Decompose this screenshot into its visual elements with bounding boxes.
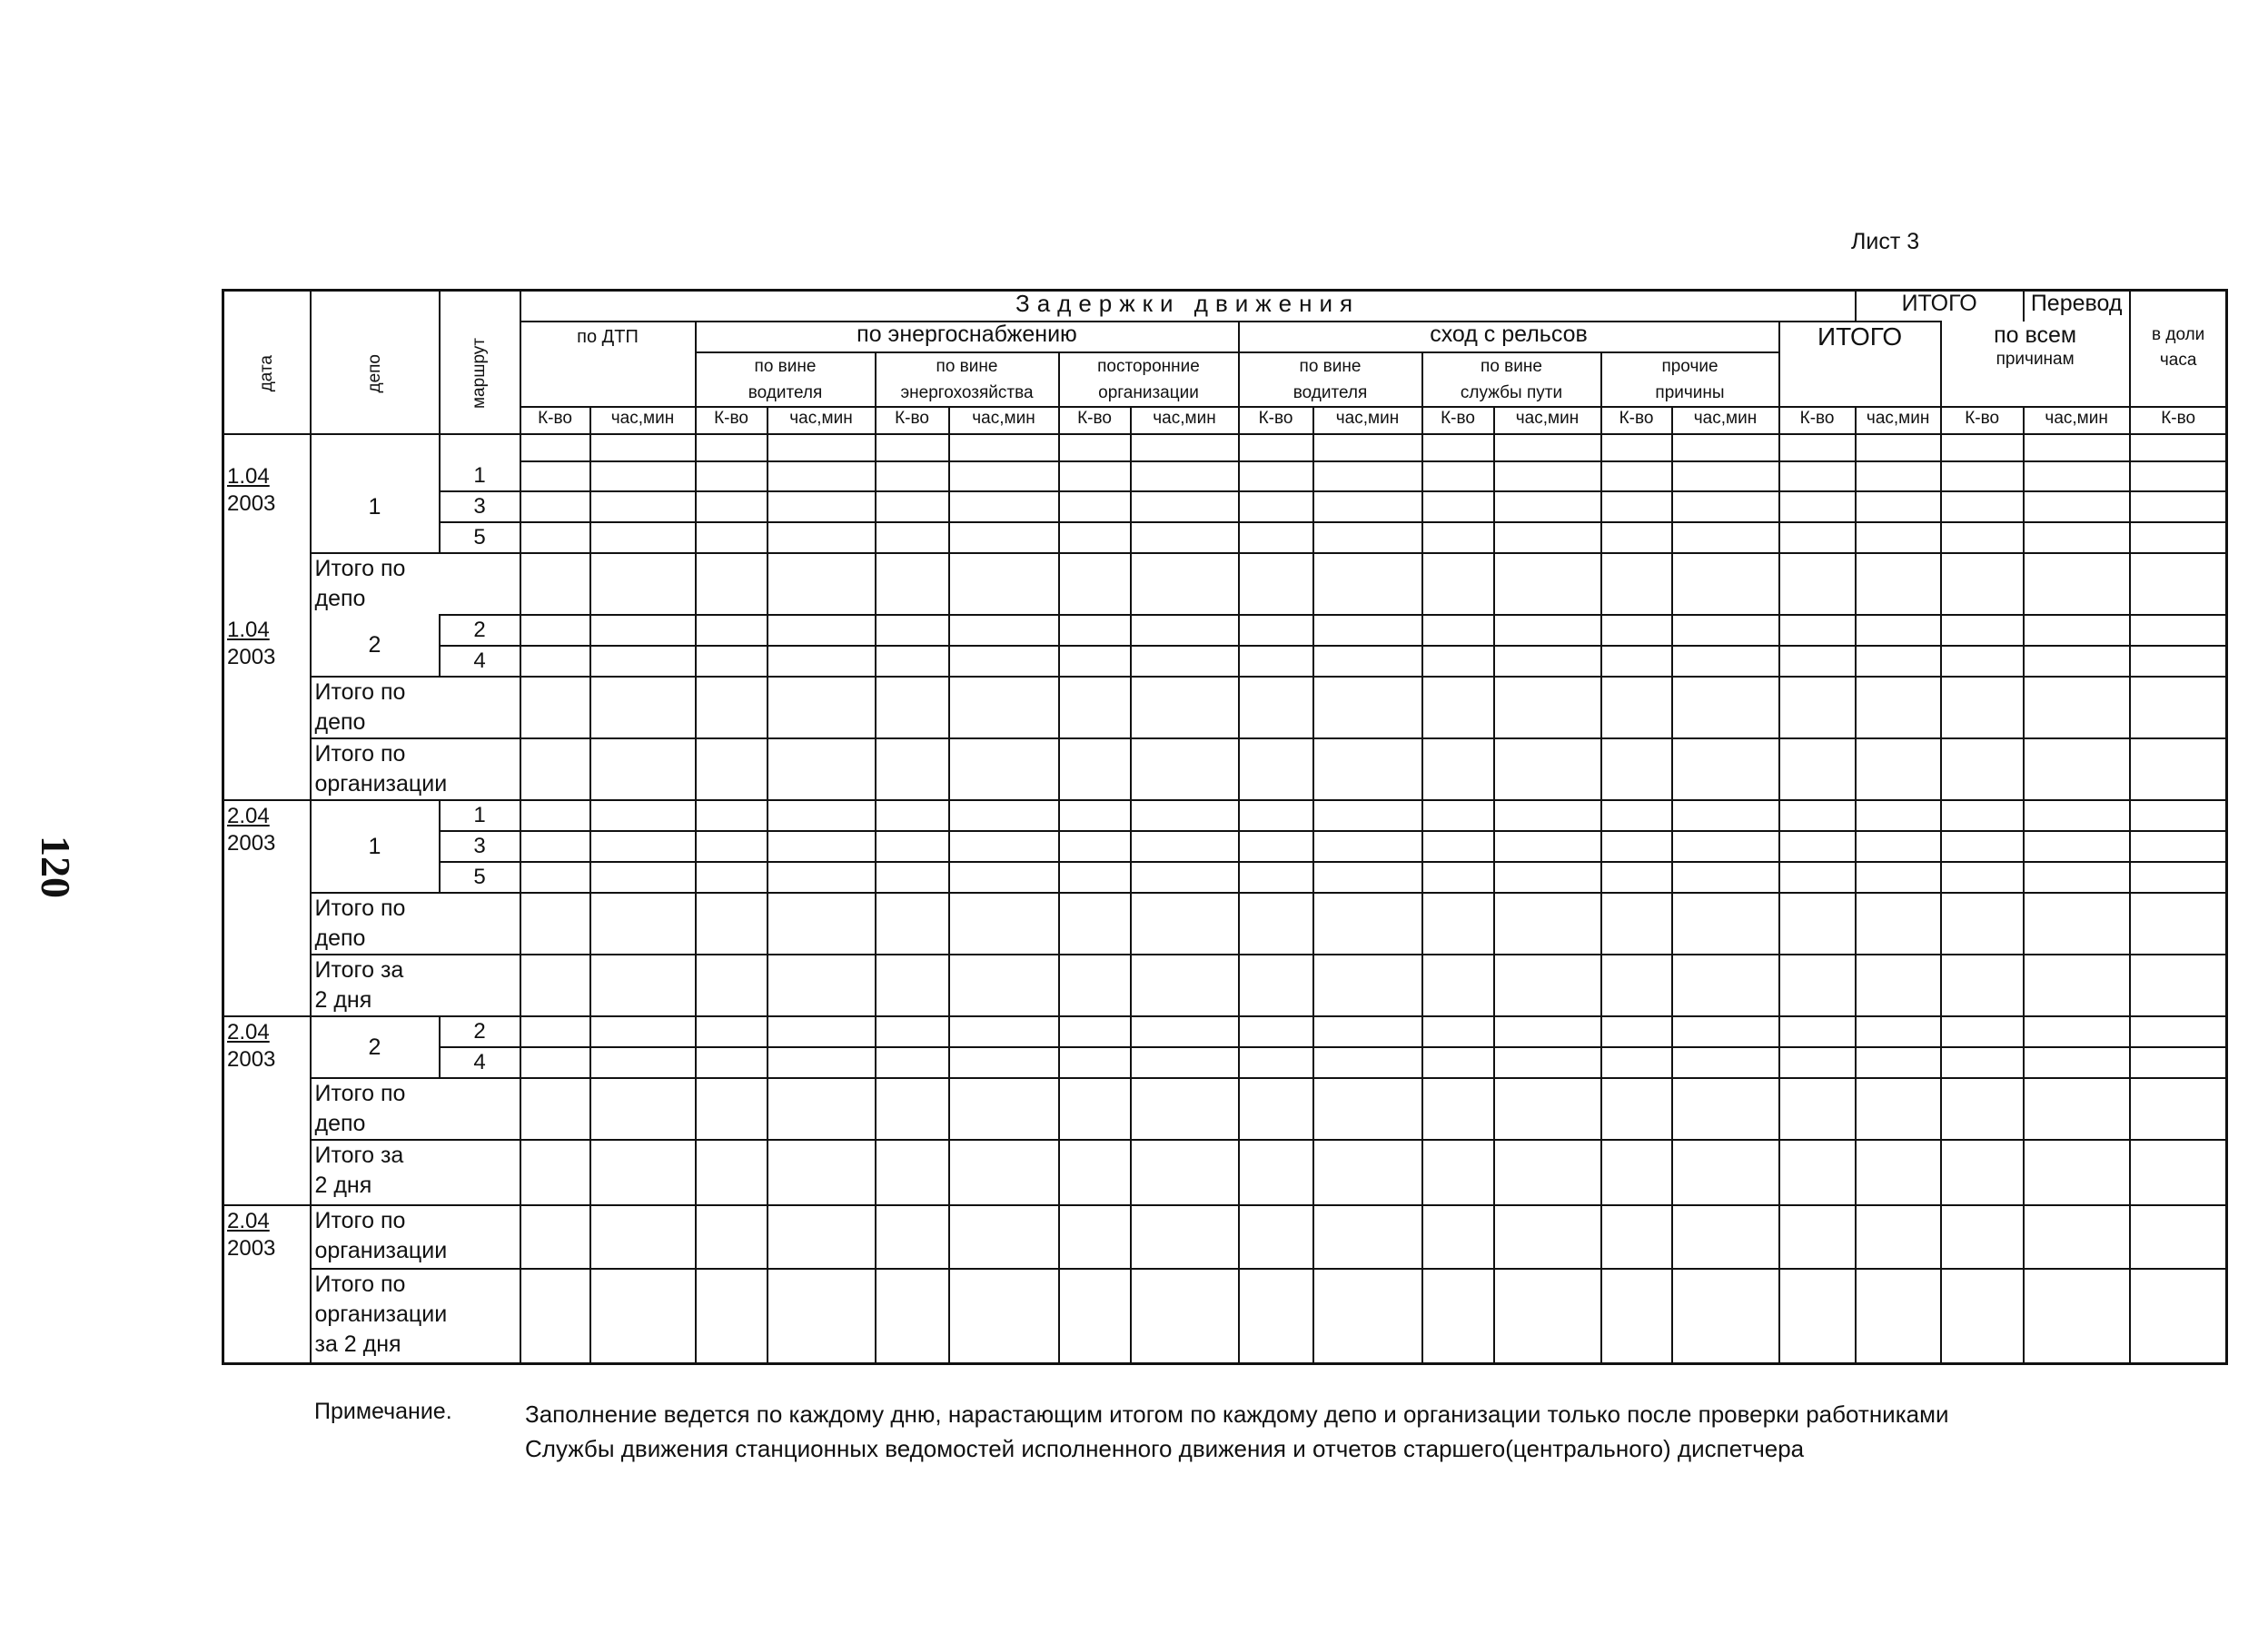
- header-time: час,мин: [768, 407, 876, 434]
- total-2days-label: Итого за 2 дня: [311, 1140, 520, 1205]
- table-row: [223, 893, 2227, 955]
- table-row: [223, 862, 2227, 893]
- header-time: час,мин: [949, 407, 1059, 434]
- header-count: К-во: [1601, 407, 1672, 434]
- table-row: [223, 800, 2227, 831]
- table-row: [223, 646, 2227, 677]
- header-blank-date: [223, 291, 311, 322]
- header-count: К-во: [696, 407, 768, 434]
- route-cell: 1: [440, 800, 520, 831]
- table-row: [223, 955, 2227, 1016]
- route-cell: 4: [440, 646, 520, 677]
- header-grand-total: ИТОГО: [1856, 291, 2024, 322]
- header-count: К-во: [876, 407, 949, 434]
- header-route: маршрут: [440, 322, 520, 434]
- header-power-outside: посторонние организации: [1059, 352, 1239, 407]
- header-time: час,мин: [590, 407, 696, 434]
- table-row: [223, 1078, 2227, 1140]
- table-row: [223, 1269, 2227, 1363]
- header-time: час,мин: [1856, 407, 1941, 434]
- route-cell: 3: [440, 491, 520, 522]
- header-conversion-sub: в доли часа: [2130, 322, 2227, 407]
- table-row: [223, 831, 2227, 862]
- header-time: час,мин: [1131, 407, 1239, 434]
- total-2days-label: Итого за 2 дня: [311, 955, 520, 1016]
- header-derail: сход с рельсов: [1239, 322, 1779, 352]
- header-time: час,мин: [1313, 407, 1422, 434]
- total-depot-label: Итого по депо: [311, 677, 520, 738]
- depot-cell: 1: [311, 800, 440, 893]
- table-row: [223, 1205, 2227, 1269]
- total-depot-label: Итого по депо: [311, 1078, 520, 1140]
- header-count: К-во: [1779, 407, 1856, 434]
- delays-table: [222, 289, 2228, 1365]
- route-cell: 1: [440, 461, 520, 491]
- sheet-label: Лист 3: [1851, 229, 1920, 254]
- header-derail-track: по вине службы пути: [1422, 352, 1601, 407]
- note-line: Заполнение ведется по каждому дню, нарастающим итогом по каждому депо и организации только после проверки работниками: [525, 1400, 1949, 1428]
- header-power-driver: по вине водителя: [696, 352, 876, 407]
- header-grand-total-sub: по всем причинам: [1941, 322, 2130, 407]
- depot-cell: 2: [311, 1016, 440, 1078]
- total-org-2days-label: Итого по организации за 2 дня: [311, 1269, 520, 1363]
- header-conversion: Перевод: [2024, 291, 2130, 322]
- table-row: [223, 738, 2227, 800]
- header-total: ИТОГО: [1779, 322, 1941, 407]
- note-text: [525, 1397, 2233, 1466]
- route-cell: 5: [440, 522, 520, 553]
- header-delays: Задержки движения: [520, 291, 1856, 322]
- header-by-power: по энергоснабжению: [696, 322, 1239, 352]
- table-row: [223, 491, 2227, 522]
- header-count: К-во: [1239, 407, 1313, 434]
- route-cell: 5: [440, 862, 520, 893]
- total-depot-label: Итого по депо: [311, 553, 520, 615]
- table-row: [223, 1140, 2227, 1205]
- date-cell: 2.04 2003: [223, 1016, 311, 1078]
- header-depot: депо: [311, 322, 440, 434]
- route-cell: 4: [440, 1047, 520, 1078]
- header-time: час,мин: [2024, 407, 2130, 434]
- header-count: К-во: [2130, 407, 2227, 434]
- header-by-accident: по ДТП: [520, 322, 696, 407]
- header-blank-depot: [311, 291, 440, 322]
- table-row: [223, 1016, 2227, 1047]
- header-count: К-во: [1941, 407, 2024, 434]
- page-number: 120: [33, 836, 79, 898]
- table-row: [223, 677, 2227, 738]
- table-row: [223, 522, 2227, 553]
- header-blank-route: [440, 291, 520, 322]
- header-date: дата: [223, 322, 311, 434]
- depot-cell: 1: [311, 461, 440, 553]
- table-row: [223, 461, 2227, 491]
- note-line: Службы движения станционных ведомостей исполненного движения и отчетов старшего(центрального) диспетчера: [525, 1435, 1805, 1462]
- date-cell: 2.04 2003: [223, 800, 311, 893]
- total-org-label: Итого по организации: [311, 738, 520, 800]
- table-row: [223, 615, 2227, 646]
- table-row: [223, 434, 2227, 461]
- route-cell: 3: [440, 831, 520, 862]
- header-count: К-во: [1059, 407, 1131, 434]
- header-time: час,мин: [1494, 407, 1601, 434]
- header-derail-other: прочие причины: [1601, 352, 1779, 407]
- depot-cell: 2: [311, 615, 440, 677]
- route-cell: 2: [440, 1016, 520, 1047]
- header-power-energy: по вине энергохозяйства: [876, 352, 1059, 407]
- route-cell: 2: [440, 615, 520, 646]
- table-row: [223, 1047, 2227, 1078]
- date-cell: 1.04 2003: [223, 461, 311, 553]
- header-time: час,мин: [1672, 407, 1779, 434]
- table-row: [223, 553, 2227, 615]
- header-count: К-во: [520, 407, 590, 434]
- header-derail-driver: по вине водителя: [1239, 352, 1422, 407]
- header-count: К-во: [1422, 407, 1494, 434]
- date-cell: 2.04 2003: [223, 1205, 311, 1269]
- total-org-label: Итого по организации: [311, 1205, 520, 1269]
- date-cell: 1.04 2003: [223, 615, 311, 677]
- note-label: Примечание.: [314, 1399, 452, 1424]
- total-depot-label: Итого по депо: [311, 893, 520, 955]
